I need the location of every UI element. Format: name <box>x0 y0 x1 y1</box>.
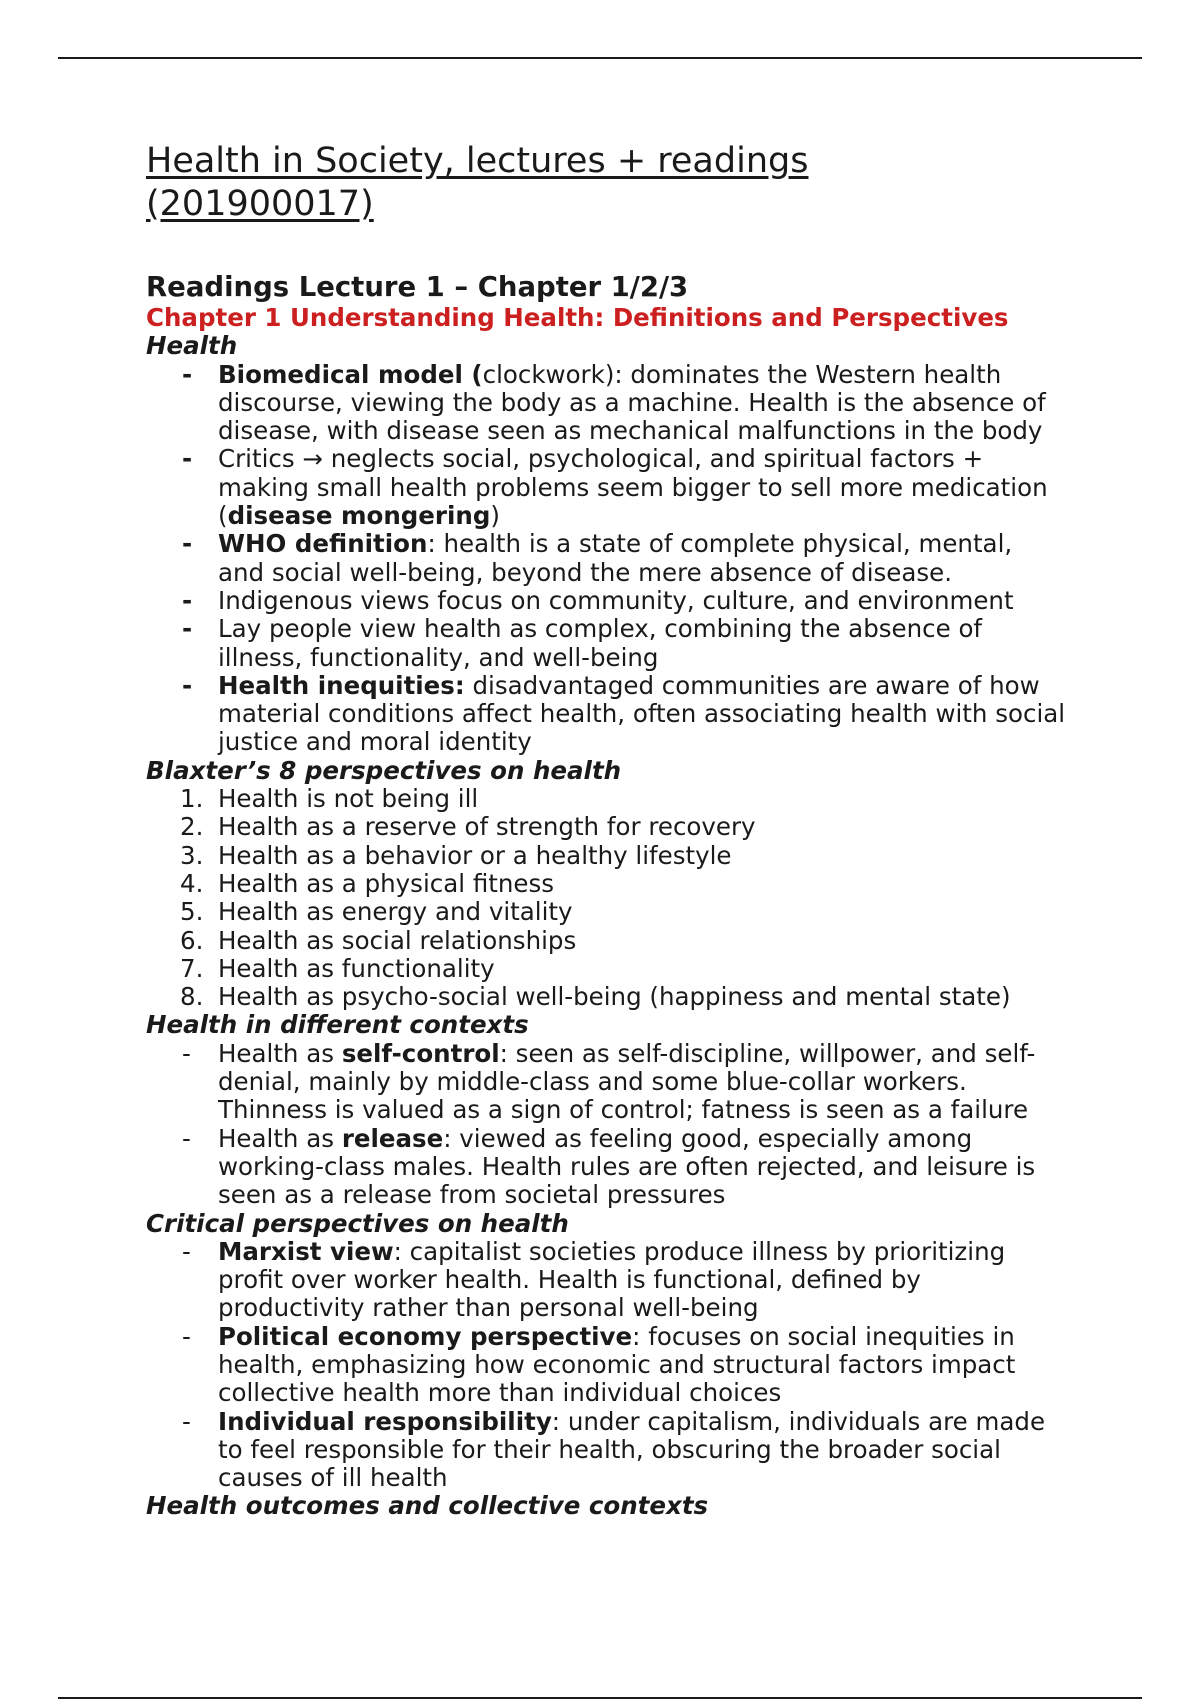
dash-bullet: - <box>182 1038 191 1068</box>
item-number: 2. <box>180 812 204 842</box>
numbered-item <box>146 842 1106 870</box>
item-text: Health as social relationships <box>218 925 577 955</box>
numbered-item <box>146 955 1106 983</box>
item-text: : health is a state of complete physical, mental, <box>427 529 1013 559</box>
dash-bullet: - <box>182 670 193 700</box>
dash-bullet: - <box>182 1236 191 1266</box>
contexts-list <box>146 1040 1106 1210</box>
blaxter-list <box>146 785 1106 1011</box>
item-text: collective health more than individual choices <box>218 1378 782 1408</box>
dash-bullet: - <box>182 529 193 559</box>
item-text: : focuses on social inequities in <box>632 1321 1015 1351</box>
item-number: 8. <box>180 982 204 1012</box>
item-text: seen as a release from societal pressures <box>218 1180 726 1210</box>
section-heading-health: Health <box>146 331 238 361</box>
item-text: clockwork): dominates the Western health <box>482 359 1002 389</box>
item-text: Health as energy and vitality <box>218 897 573 927</box>
reading-heading: Readings Lecture 1 – Chapter 1/2/3 <box>146 271 689 303</box>
document-title <box>146 140 906 226</box>
list-item <box>146 1040 1106 1125</box>
item-text: working-class males. Health rules are often rejected, and leisure is <box>218 1151 1036 1181</box>
dash-bullet: - <box>182 1406 191 1436</box>
numbered-item <box>146 813 1106 841</box>
item-text: Lay people view health as complex, combining the absence of <box>218 614 983 644</box>
section-heading-contexts: Health in different contexts <box>146 1010 529 1040</box>
item-text: Health as a physical fitness <box>218 868 555 898</box>
item-text: : viewed as feeling good, especially among <box>443 1123 973 1153</box>
item-bold-term: Political economy perspective <box>218 1321 633 1351</box>
item-bold-term: disease mongering <box>227 501 491 531</box>
item-number: 1. <box>180 784 204 814</box>
item-text: Health as a behavior or a healthy lifestyle <box>218 840 732 870</box>
numbered-item <box>146 870 1106 898</box>
title-line-2: (201900017) <box>146 184 374 224</box>
item-text: causes of ill health <box>218 1463 448 1493</box>
title-line-1: Health in Society, lectures + readings <box>146 141 809 181</box>
item-text: making small health problems seem bigger to sell more medication <box>218 472 1048 502</box>
dash-bullet: - <box>182 614 193 644</box>
dash-bullet: - <box>182 359 193 389</box>
section-heading-blaxter: Blaxter’s 8 perspectives on health <box>146 755 622 785</box>
item-text: discourse, viewing the body as a machine. Health is the absence of <box>218 387 1046 417</box>
item-text: Health as a reserve of strength for recovery <box>218 812 756 842</box>
item-number: 3. <box>180 840 204 870</box>
item-text: justice and moral identity <box>218 727 532 757</box>
numbered-item <box>146 785 1106 813</box>
item-text: disease, with disease seen as mechanical malfunctions in the body <box>218 416 1043 446</box>
list-item <box>146 587 1106 615</box>
item-text: profit over worker health. Health is functional, defined by <box>218 1265 921 1295</box>
item-bold-term: Health inequities: <box>218 670 465 700</box>
section-heading-outcomes: Health outcomes and collective contexts <box>146 1491 709 1521</box>
paren-close: ) <box>490 501 500 531</box>
item-number: 4. <box>180 868 204 898</box>
list-item <box>146 1125 1106 1210</box>
numbered-item <box>146 898 1106 926</box>
dash-bullet: - <box>182 1123 191 1153</box>
item-text: Indigenous views focus on community, culture, and environment <box>218 585 1014 615</box>
item-text: Health as psycho-social well-being (happiness and mental state) <box>218 982 1011 1012</box>
health-list <box>146 361 1106 757</box>
dash-bullet: - <box>182 585 193 615</box>
list-item <box>146 1238 1106 1323</box>
item-text: denial, mainly by middle-class and some blue-collar workers. <box>218 1067 967 1097</box>
item-text: Thinness is valued as a sign of control; fatness is seen as a failure <box>218 1095 1029 1125</box>
section-heading-critical: Critical perspectives on health <box>146 1208 569 1238</box>
item-text: material conditions affect health, often associating health with social <box>218 699 1066 729</box>
item-text: health, emphasizing how economic and structural factors impact <box>218 1349 1016 1379</box>
item-text: and social well-being, beyond the mere absence of disease. <box>218 557 952 587</box>
list-item <box>146 1323 1106 1408</box>
document-body <box>146 140 1106 1521</box>
paren-open: ( <box>218 501 228 531</box>
list-item <box>146 361 1106 446</box>
item-number: 6. <box>180 925 204 955</box>
item-text: illness, functionality, and well-being <box>218 642 659 672</box>
item-text: Health is not being ill <box>218 784 479 814</box>
item-number: 7. <box>180 953 204 983</box>
numbered-item <box>146 927 1106 955</box>
top-rule <box>58 57 1142 59</box>
list-item <box>146 1408 1106 1493</box>
list-item <box>146 530 1106 587</box>
item-text: to feel responsible for their health, obscuring the broader social <box>218 1434 1001 1464</box>
item-bold-term: self-control <box>341 1038 500 1068</box>
item-text: Health as <box>218 1038 342 1068</box>
list-item <box>146 672 1106 757</box>
item-text: productivity rather than personal well-being <box>218 1293 759 1323</box>
item-bold-term: Individual responsibility <box>218 1406 552 1436</box>
item-bold-term: Biomedical model ( <box>218 359 483 389</box>
item-text: Health as <box>218 1123 342 1153</box>
critical-list <box>146 1238 1106 1493</box>
item-text: : capitalist societies produce illness by prioritizing <box>393 1236 1006 1266</box>
item-text: Health as functionality <box>218 953 495 983</box>
list-item <box>146 615 1106 672</box>
item-bold-term: Marxist view <box>218 1236 394 1266</box>
chapter-heading: Chapter 1 Understanding Health: Definitions and Perspectives <box>146 303 1009 332</box>
dash-bullet: - <box>182 444 193 474</box>
item-number: 5. <box>180 897 204 927</box>
dash-bullet: - <box>182 1321 191 1351</box>
item-text: disadvantaged communities are aware of how <box>464 670 1040 700</box>
item-text: Critics → neglects social, psychological, and spiritual factors + <box>218 444 984 474</box>
bottom-rule <box>58 1697 1142 1699</box>
item-bold-term: WHO definition <box>218 529 428 559</box>
item-text: : seen as self-discipline, willpower, and self- <box>499 1038 1036 1068</box>
item-text <box>218 502 1106 530</box>
item-bold-term: release <box>341 1123 444 1153</box>
list-item <box>146 445 1106 530</box>
numbered-item <box>146 983 1106 1011</box>
item-text: : under capitalism, individuals are made <box>551 1406 1046 1436</box>
